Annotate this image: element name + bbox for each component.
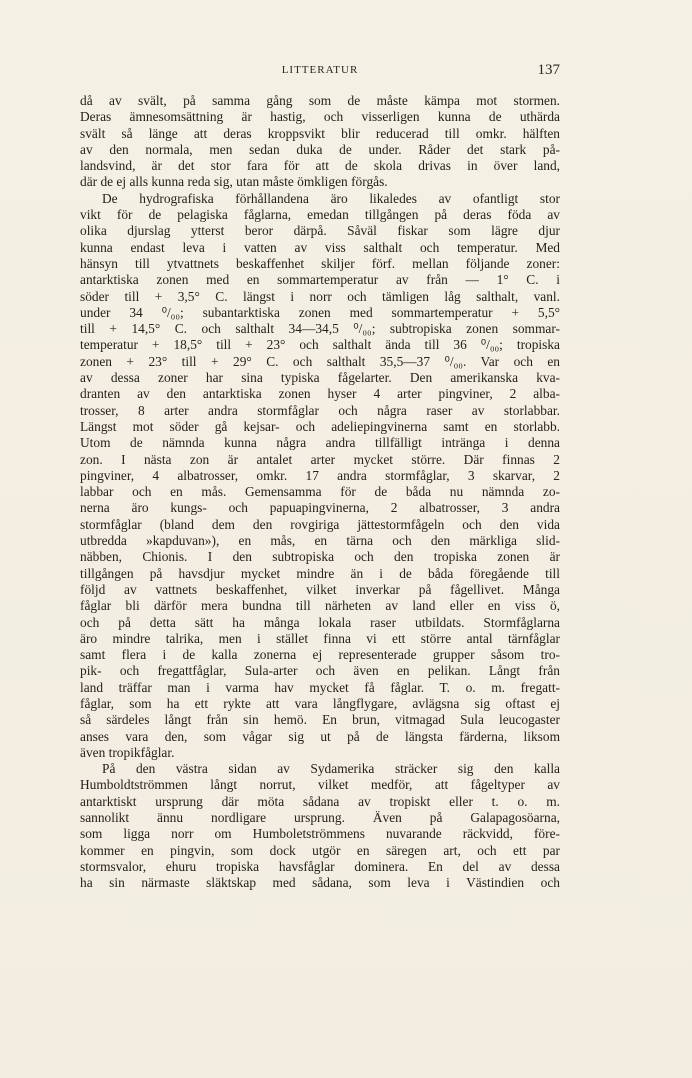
text-line: trosser, 8 arter andra stormfåglar och några raser av storlabbar. — [80, 402, 560, 418]
text-line: tillgången på havsdjur mycket mindre än i de båda föregående till — [80, 565, 560, 581]
text-line: På den västra sidan av Sydamerika sträcker sig den kalla — [102, 761, 560, 777]
text-line: Längst mot söder gå kejsar- och adeliepingvinerna samt en storlabb. — [80, 418, 560, 434]
text-line: Deras ämnesomsättning är hastig, och visserligen kunna de uthärda — [80, 109, 560, 125]
text-line: som ligga norr om Humboletströmmens nuvarande räckvidd, före- — [80, 826, 560, 842]
text-line: dranten av den antarktiska zonen hyser 4 arter pingviner, 2 alba- — [80, 386, 560, 402]
text-line: antarktiska zonen med en sommartemperatur av från — 1° C. i — [80, 272, 560, 288]
text-line: av den normala, men sedan duka de under. Råder det stark på- — [80, 141, 560, 157]
text-line: land träffar man i varma hav mycket få fåglar. T. o. m. fregatt- — [80, 679, 560, 695]
text-line: söder till + 3,5° C. längst i norr och tämligen låg salthalt, vanl. — [80, 288, 560, 304]
text-line: Humboldtströmmen långt norrut, vilket medför, att fågeltyper av — [80, 777, 560, 793]
text-line: Utom de nämnda kunna några andra tillfälligt inträngа i denna — [80, 435, 560, 451]
text-line: fåglar bli därför mera bundna till närheten av land eller en viss ö, — [80, 598, 560, 614]
text-line: stormfåglar (bland dem den rovgiriga jättestormfågeln och den vida — [80, 516, 560, 532]
text-line: ha sin närmaste släktskap med sådana, som leva i Västindien och — [80, 875, 560, 891]
text-line: landsvind, är det stor fara för att de skola drivas in över land, — [80, 158, 560, 174]
text-line: hänsyn till ytvattnets beskaffenhet skiljer förf. mellan följande zoner: — [80, 255, 560, 271]
text-line: stormsvalor, ehuru tropiska havsfåglar dominera. En del av dessa — [80, 858, 560, 874]
text-line: äro mindre talrika, men i stället finna vi ett större antal tärnfåglar — [80, 630, 560, 646]
text-line: fåglar, som ha ett rykte att vara långflygare, avlägsna sig oftast ej — [80, 695, 560, 711]
body-text — [80, 93, 560, 892]
text-line: kommer en pingvin, som dock utgör en säregen art, och ett par — [80, 842, 560, 858]
text-line: även tropikfåglar. — [80, 744, 175, 760]
text-line: pik- och fregattfåglar, Sula-arter och även en pelikan. Långt från — [80, 663, 560, 679]
text-line: pingviner, 4 albatrosser, omkr. 17 andra stormfåglar, 3 skarvar, 2 — [80, 467, 560, 483]
text-line: näbben, Chionis. I den subtropiska och den tropiska zonen är — [80, 549, 560, 565]
text-line: sannolikt ännu nordligare ursprung. Även på Galapagosöarna, — [80, 810, 560, 826]
text-line: samt flera i de kalla zonerna ej representerade grupper såsom tro- — [80, 647, 560, 663]
running-title: LITTERATUR — [281, 64, 359, 76]
text-line: och på detta sätt ha många lokala raser utbildats. Stormfåglarna — [80, 614, 560, 630]
text-line: där de ej alls kunna reda sig, utan måste ömkligen förgås. — [80, 174, 388, 190]
text-line: zonen + 23° till + 29° C. och salthalt 35,5—37 ⁰/₀₀. Var och en — [80, 353, 560, 369]
text-line: vikt för de pelagiska fåglarna, emedan tillgången på deras föda av — [80, 207, 560, 223]
text-line: kunna endast leva i vatten av viss salthalt och temperatur. Med — [80, 239, 560, 255]
text-line: zon. I nästa zon är antalet arter mycket större. Där finnas 2 — [80, 451, 560, 467]
text-line: olika djurslag ytterst beror därpå. Såväl fiskar som lägre djur — [80, 223, 560, 239]
text-line: till + 14,5° C. och salthalt 34—34,5 ⁰/₀₀; subtropiska zonen sommar- — [80, 321, 560, 337]
text-line: av dessa zoner har sina typiska fågelarter. Den amerikanska kva- — [80, 370, 560, 386]
text-line: under 34 ⁰/₀₀; subantarktiska zonen med sommartemperatur + 5,5° — [80, 304, 560, 320]
text-line: utbredda »kapduvan»), en mås, en tärna och den märkliga slid- — [80, 533, 560, 549]
text-line: följd av vattnets beskaffenhet, vilket inverkar på fågellivet. Många — [80, 581, 560, 597]
page-header — [80, 60, 560, 84]
text-line: anses vara den, som vågar sig ut på de längsta färderna, liksom — [80, 728, 560, 744]
page-number: 137 — [537, 62, 560, 78]
text-line: då av svält, på samma gång som de måste kämpa mot stormen. — [80, 93, 560, 108]
text-line: temperatur + 18,5° till + 23° och salthalt ända till 36 ⁰/₀₀; tropiska — [80, 337, 560, 353]
text-line: svält så länge att deras kroppsvikt blir reducerad till omkr. hälften — [80, 125, 560, 141]
text-line: De hydrografiska förhållandena äro likaledes av ofantligt stor — [102, 190, 560, 206]
text-line: nerna äro kungs- och papuapingvinerna, 2 albatrosser, 3 andra — [80, 500, 560, 516]
text-line: så särdeles långt från sin hemö. En brun, vitmagad Sula leucogaster — [80, 712, 560, 728]
text-line: antarktiskt ursprung där möta sådana av tropiskt eller t. o. m. — [80, 793, 560, 809]
text-line: labbar och en mås. Gemensamma för de båda nu nämnda zo- — [80, 484, 560, 500]
